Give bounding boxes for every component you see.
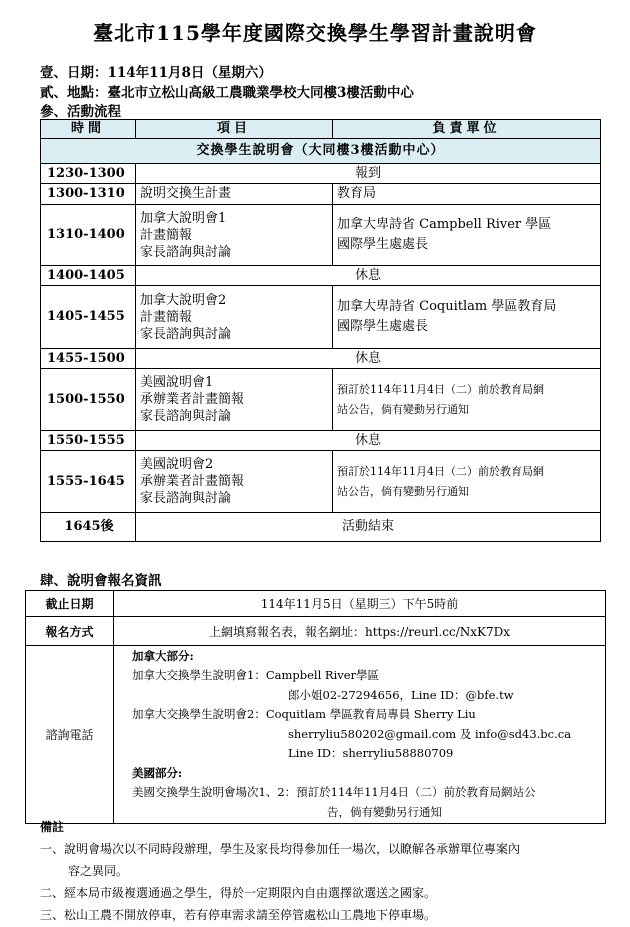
unit-line: 預訂於114年11月4日（二）前於教育局網 [337,464,544,478]
schedule-table [40,119,601,542]
deadline-label: 截止日期 [26,591,114,617]
row-unit [333,451,601,513]
unit-line: 站公告，倘有變動另行通知 [337,484,469,498]
contact-line: 告，倘有變動另行通知 [327,804,442,819]
row-unit [333,286,601,349]
item-line: 計畫簡報 [140,309,193,325]
schedule-header-row [41,120,601,139]
row-merged: 報到 [136,164,601,184]
row-time: 1550-1555 [41,431,136,451]
table-row [41,451,601,513]
row-unit [333,205,601,266]
contact-line: 美國交換學生說明會場次1、2：預訂於114年11月4日（二）前於教育局網站公 [132,785,536,800]
table-row [41,205,601,266]
note-item-continued: 容之異同。 [68,864,129,878]
header-time: 時間 [41,120,136,139]
note-item: 一、說明會場次以不同時段辦理，學生及家長均得參加任一場次，以瞭解各承辦單位專案內 [40,842,521,856]
unit-line: 教育局 [337,186,377,201]
item-line: 加拿大說明會2 [140,292,227,308]
row-unit [333,184,601,205]
row-item [136,205,333,266]
contact-line: 加拿大交換學生說明會2：Coquitlam 學區教育局專員 Sherry Liu [132,707,476,722]
section-row [41,139,601,164]
table-row [41,431,601,451]
item-line: 計畫簡報 [140,227,193,243]
contact-line: Line ID：sherryliu58880709 [288,746,454,761]
table-row [41,164,601,184]
row-time: 1300-1310 [41,184,136,205]
notes-title: 備註 [40,820,65,834]
row-time: 1230-1300 [41,164,136,184]
contact-value [114,646,606,824]
unit-line: 國際學生處處長 [337,237,429,252]
item-line: 美國說明會2 [140,457,214,472]
row-time: 1645後 [41,513,136,542]
row-merged: 休息 [136,349,601,369]
contact-line: 加拿大交換學生說明會1：Campbell River學區 [132,668,380,683]
table-row [41,184,601,205]
row-unit [333,369,601,431]
signup-label: 報名方式 [26,617,114,646]
item-line: 家長諮詢與討論 [140,326,232,342]
table-row [41,349,601,369]
row-item [136,451,333,513]
signup-value[interactable]: 上網填寫報名表，報名網址：https://reurl.cc/NxK7Dx [114,617,606,646]
signup-row [26,617,606,646]
note-item: 三、松山工農不開放停車，若有停車需求請至停管處松山工農地下停車場。 [40,908,437,922]
date-line: 壹、日期：114年11月8日（星期六） [40,65,272,81]
table-row [41,286,601,349]
place-line: 貳、地點：臺北市立松山高級工農職業學校大同樓3樓活動中心 [40,85,414,101]
contact-line: 美國部分: [132,765,183,780]
row-merged: 活動結束 [136,513,601,542]
row-time: 1455-1500 [41,349,136,369]
item-line: 家長諮詢與討論 [140,409,232,424]
registration-table [25,590,606,824]
item-line: 承辦業者計畫簡報 [140,474,245,489]
header-unit: 負責單位 [333,120,601,139]
row-item [136,286,333,349]
row-time: 1405-1455 [41,286,136,349]
row-merged: 休息 [136,266,601,286]
table-row [41,266,601,286]
unit-line: 加拿大卑詩省 Campbell River 學區 [337,217,552,232]
contact-line: 加拿大部分: [132,648,194,663]
table-row [41,513,601,542]
unit-line: 站公告，倘有變動另行通知 [337,402,469,416]
contact-line: sherryliu580202@gmail.com 及 info@sd43.bc.ca [288,726,572,741]
row-item [136,369,333,431]
section-title: 交換學生說明會（大同樓3樓活動中心） [41,139,601,164]
row-merged: 休息 [136,431,601,451]
item-line: 加拿大說明會1 [140,210,227,226]
deadline-row [26,591,606,617]
flow-heading: 參、活動流程 [40,104,121,120]
item-line: 承辦業者計畫簡報 [140,392,245,407]
contact-row [26,646,606,824]
item-line: 家長諮詢與討論 [140,244,232,260]
row-time: 1310-1400 [41,205,136,266]
item-line: 說明交換生計畫 [140,186,232,201]
registration-heading: 肆、說明會報名資訊 [40,573,162,589]
row-time: 1500-1550 [41,369,136,431]
row-item [136,184,333,205]
notes-section [40,818,600,926]
item-line: 家長諮詢與討論 [140,491,232,506]
row-time: 1400-1405 [41,266,136,286]
unit-line: 加拿大卑詩省 Coquitlam 學區教育局 [337,299,557,314]
unit-line: 國際學生處處長 [337,319,429,334]
deadline-value: 114年11月5日（星期三）下午5時前 [114,591,606,617]
row-time: 1555-1645 [41,451,136,513]
item-line: 美國說明會1 [140,375,214,390]
page-title: 臺北市115學年度國際交換學生學習計畫說明會 [93,21,537,45]
contact-line: 郎小姐02-27294656，Line ID：@bfe.tw [288,687,514,702]
header-item: 項目 [136,120,333,139]
note-item: 二、經本局市級複選通過之學生，得於一定期限內自由選擇欲選送之國家。 [40,886,437,900]
unit-line: 預訂於114年11月4日（二）前於教育局網 [337,382,544,396]
table-row [41,369,601,431]
contact-label: 諮詢電話 [26,646,114,824]
